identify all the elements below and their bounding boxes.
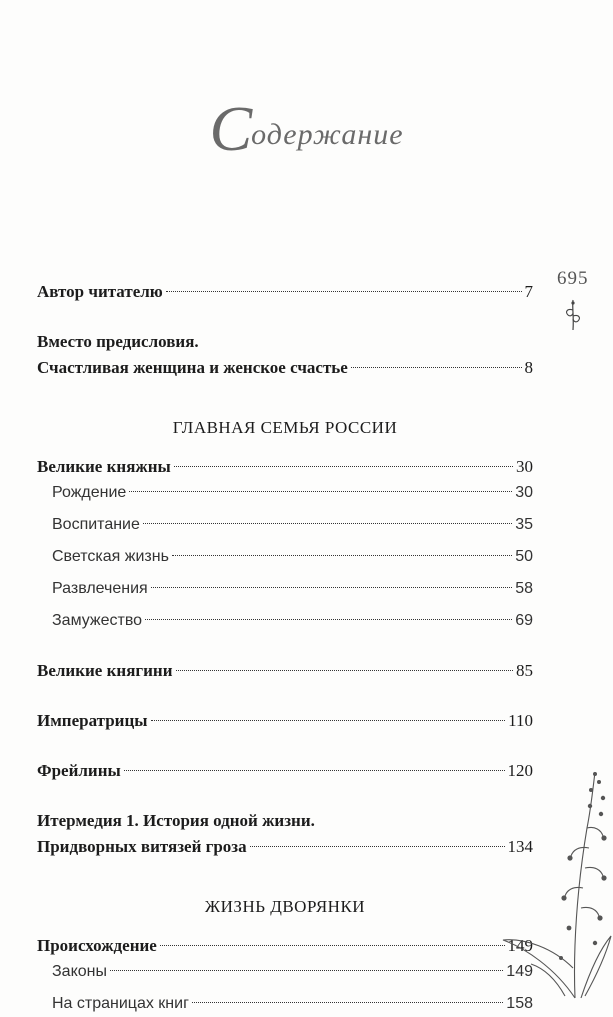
toc-entry-maids-of-honour[interactable]: Фрейлины 120 bbox=[37, 761, 533, 780]
toc-entry-social-life[interactable]: Светская жизнь 50 bbox=[52, 548, 533, 565]
table-of-contents bbox=[37, 279, 533, 1017]
toc-entry-upbringing[interactable]: Воспитание 35 bbox=[52, 516, 533, 533]
page-number: 695 bbox=[557, 268, 589, 289]
toc-entry-birth[interactable]: Рождение 30 bbox=[52, 484, 533, 501]
toc-entry-entertainment[interactable]: Развлечения 58 bbox=[52, 580, 533, 597]
title-rest: одержание bbox=[251, 118, 404, 151]
lily-of-the-valley-ornament-icon bbox=[495, 768, 613, 1000]
sprig-ornament-icon bbox=[561, 298, 585, 332]
toc-entry-origin[interactable]: Происхождение 149 bbox=[37, 936, 533, 955]
toc-entry-instead-preface-title: Вместо предисловия. bbox=[37, 332, 199, 351]
toc-entry-marriage[interactable]: Замужество 69 bbox=[52, 612, 533, 629]
section-heading-noblewoman-life: ЖИЗНЬ ДВОРЯНКИ bbox=[204, 897, 366, 916]
toc-entry-empresses[interactable]: Императрицы 110 bbox=[37, 711, 533, 730]
toc-entry-author-to-reader[interactable]: Автор читателю 7 bbox=[37, 282, 533, 301]
toc-entry-intermezzo[interactable]: Придворных витязей гроза 134 bbox=[37, 837, 533, 856]
toc-entry-laws[interactable]: Законы 149 bbox=[52, 963, 533, 980]
toc-entry-intermezzo-title: Итермедия 1. История одной жизни. bbox=[37, 811, 315, 830]
title-initial: С bbox=[209, 93, 254, 164]
page-title bbox=[0, 92, 613, 166]
toc-entry-grand-princesses[interactable]: Великие княгини 85 bbox=[37, 661, 533, 680]
section-heading-main-family: ГЛАВНАЯ СЕМЬЯ РОССИИ bbox=[172, 418, 398, 437]
toc-entry-in-books[interactable]: На страницах книг 158 bbox=[52, 995, 533, 1012]
toc-entry-grand-duchesses[interactable]: Великие княжны 30 bbox=[37, 457, 533, 476]
toc-entry-instead-preface[interactable]: Счастливая женщина и женское счастье 8 bbox=[37, 358, 533, 377]
